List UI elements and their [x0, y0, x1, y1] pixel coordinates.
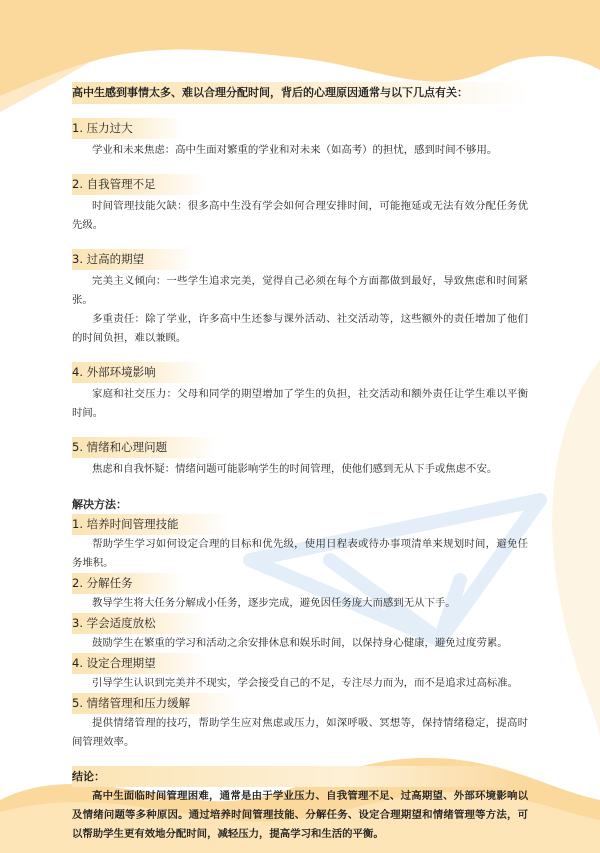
cause-title: 4. 外部环境影响 — [72, 362, 528, 383]
solution-title: 3. 学会适度放松 — [72, 613, 528, 634]
solution-paragraph: 帮助学生学习如何设定合理的目标和优先级，使用日程表或待办事项清单来规划时间，避免任务堆积。 — [72, 538, 528, 569]
intro-heading: 高中生感到事情太多、难以合理分配时间，背后的心理原因通常与以下几点有关： — [72, 82, 528, 104]
cause-title: 5. 情绪和心理问题 — [72, 437, 528, 458]
cause-paragraph: 完美主义倾向：一些学生追求完美，觉得自己必须在每个方面都做到最好，导致焦虑和时间紧张。 — [72, 275, 528, 306]
solution-paragraph: 提供情绪管理的技巧，帮助学生应对焦虑或压力，如深呼吸、冥想等，保持情绪稳定，提高时间管理效率。 — [72, 717, 528, 748]
cause-paragraph: 多重责任：除了学业，许多高中生还参与课外活动、社交活动等，这些额外的责任增加了他们的时间负担，难以兼顾。 — [72, 313, 528, 344]
solutions-section — [72, 514, 528, 752]
right-side-curve — [552, 360, 600, 740]
cause-paragraph: 家庭和社交压力：父母和同学的期望增加了学生的负担，社交活动和额外责任让学生难以平衡时间。 — [72, 388, 528, 419]
solution-title: 4. 设定合理期望 — [72, 653, 528, 674]
solution-title: 5. 情绪管理和压力缓解 — [72, 693, 528, 714]
cause-paragraph: 学业和未来焦虑：高中生面对繁重的学业和对未来（如高考）的担忧，感到时间不够用。 — [92, 144, 498, 156]
conclusion-heading: 结论： — [72, 766, 528, 787]
cause-section — [72, 174, 528, 235]
solution-paragraph: 引导学生认识到完美并不现实，学会接受自己的不足，专注尽力而为，而不是追求过高标准。 — [92, 677, 519, 689]
solution-paragraph: 鼓励学生在繁重的学习和活动之余安排休息和娱乐时间，以保持身心健康，避免过度劳累。 — [92, 637, 508, 649]
cause-paragraph: 时间管理技能欠缺：很多高中生没有学会如何合理安排时间，可能拖延或无法有效分配任务优先级。 — [72, 200, 528, 231]
cause-section — [72, 437, 528, 479]
cause-section — [72, 118, 528, 160]
causes-section — [72, 118, 528, 479]
document-body — [72, 82, 528, 844]
cause-title: 2. 自我管理不足 — [72, 174, 528, 195]
conclusion-text: 高中生面临时间管理困难，通常是由于学业压力、自我管理不足、过高期望、外部环境影响以及情绪问题等多种原因。通过培养时间管理技能、分解任务、设定合理期望和情绪管理等方法，可以帮助学生更有效地分配时间，减轻压力，提高学习和生活的平衡。 — [72, 790, 528, 840]
cause-title: 1. 压力过大 — [72, 118, 528, 139]
solutions-heading: 解决方法： — [72, 498, 127, 511]
cause-paragraph: 焦虑和自我怀疑：情绪问题可能影响学生的时间管理，使他们感到无从下手或焦虑不安。 — [92, 463, 498, 475]
solution-paragraph: 教导学生将大任务分解成小任务，逐步完成，避免因任务庞大而感到无从下手。 — [92, 597, 456, 609]
cause-title: 3. 过高的期望 — [72, 249, 528, 270]
cause-section — [72, 249, 528, 348]
solution-title: 1. 培养时间管理技能 — [72, 514, 528, 535]
solution-title: 2. 分解任务 — [72, 573, 528, 594]
cause-section — [72, 362, 528, 423]
